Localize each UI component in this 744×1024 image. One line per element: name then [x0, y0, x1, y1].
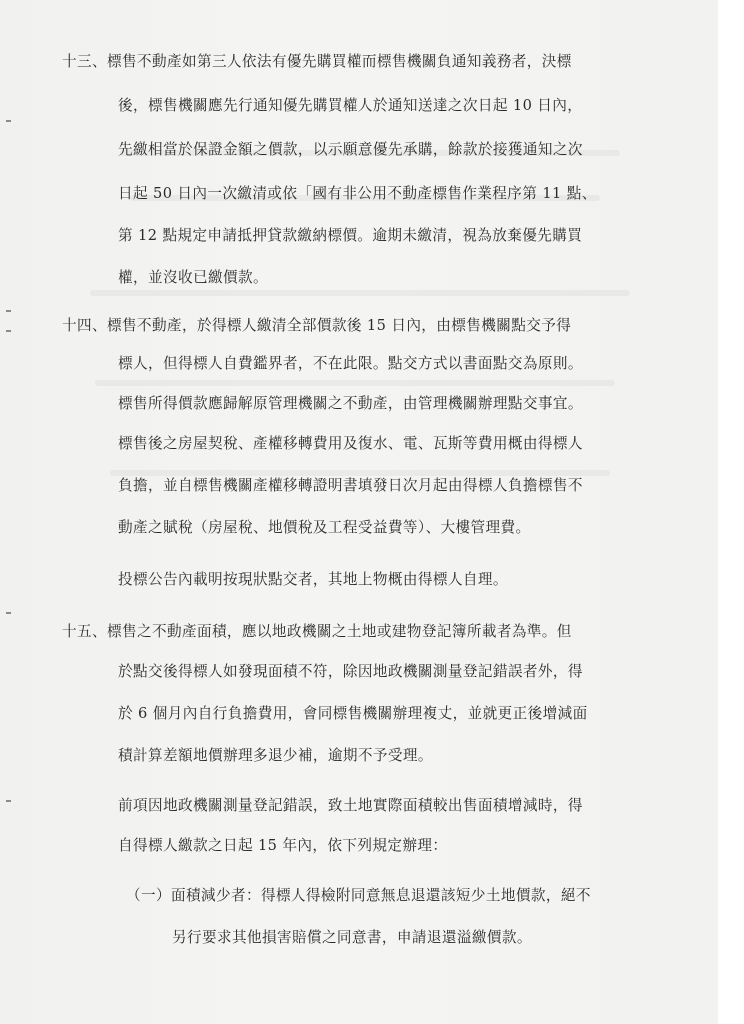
clause-15-item-1-line-1: （一）面積減少者：得標人得檢附同意無息退還該短少土地價款，絕不: [126, 887, 591, 904]
clause-15-paragraph-2-line-1: 前項因地政機關測量登記錯誤，致土地實際面積較出售面積增減時，得: [118, 797, 583, 814]
clause-13-line-5: 第 12 點規定申請抵押貸款繳納標價。逾期未繳清，視為放棄優先購買: [118, 227, 583, 244]
clause-14-line-2: 標人，但得標人自費鑑界者，不在此限。點交方式以書面點交為原則。: [118, 355, 583, 372]
binding-mark: [6, 800, 11, 802]
clause-13-line-3: 先繳相當於保證金額之價款，以示願意優先承購，餘款於接獲通知之次: [118, 141, 583, 158]
clause-15-paragraph-2-line-2: 自得標人繳款之日起 15 年內，依下列規定辦理：: [118, 837, 448, 854]
clause-14-paragraph-2: 投標公告內載明按現狀點交者，其地上物概由得標人自理。: [118, 571, 508, 588]
binding-mark: [6, 120, 11, 122]
clause-15-line-1: 十五、標售之不動產面積，應以地政機關之土地或建物登記簿所載者為準。但: [62, 623, 572, 640]
clause-14-line-6: 動產之賦稅（房屋稅、地價稅及工程受益費等）、大樓管理費。: [118, 519, 531, 536]
bleed-through: [95, 380, 615, 386]
binding-mark: [6, 330, 11, 332]
clause-14-line-5: 負擔，並自標售機關產權移轉證明書填發日次月起由得標人負擔標售不: [118, 477, 583, 494]
clause-13-line-4: 日起 50 日內一次繳清或依「國有非公用不動產標售作業程序第 11 點、: [118, 185, 597, 202]
clause-15-line-4: 積計算差額地價辦理多退少補，逾期不予受理。: [118, 747, 433, 764]
bleed-through: [90, 290, 630, 296]
binding-mark: [6, 310, 11, 312]
clause-13-line-2: 後，標售機關應先行通知優先購買權人於通知送達之次日起 10 日內，: [118, 97, 583, 114]
binding-mark: [6, 612, 11, 614]
clause-13-line-1: 十三、標售不動產如第三人依法有優先購買權而標售機關負通知義務者，決標: [62, 53, 572, 70]
clause-15-line-2: 於點交後得標人如發現面積不符，除因地政機關測量登記錯誤者外，得: [118, 663, 583, 680]
clause-14-line-4: 標售後之房屋契稅、產權移轉費用及復水、電、瓦斯等費用概由得標人: [118, 435, 583, 452]
scan-border: [718, 0, 744, 1024]
clause-13-line-6: 權，並沒收已繳價款。: [118, 269, 268, 286]
clause-14-line-1: 十四、標售不動產，於得標人繳清全部價款後 15 日內，由標售機關點交予得: [62, 317, 572, 334]
clause-14-line-3: 標售所得價款應歸解原管理機關之不動產，由管理機關辦理點交事宜。: [118, 395, 583, 412]
clause-15-item-1-line-2: 另行要求其他損害賠償之同意書，申請退還溢繳價款。: [172, 929, 532, 946]
clause-15-line-3: 於 6 個月內自行負擔費用，會同標售機關辦理複丈，並就更正後增減面: [118, 705, 588, 722]
